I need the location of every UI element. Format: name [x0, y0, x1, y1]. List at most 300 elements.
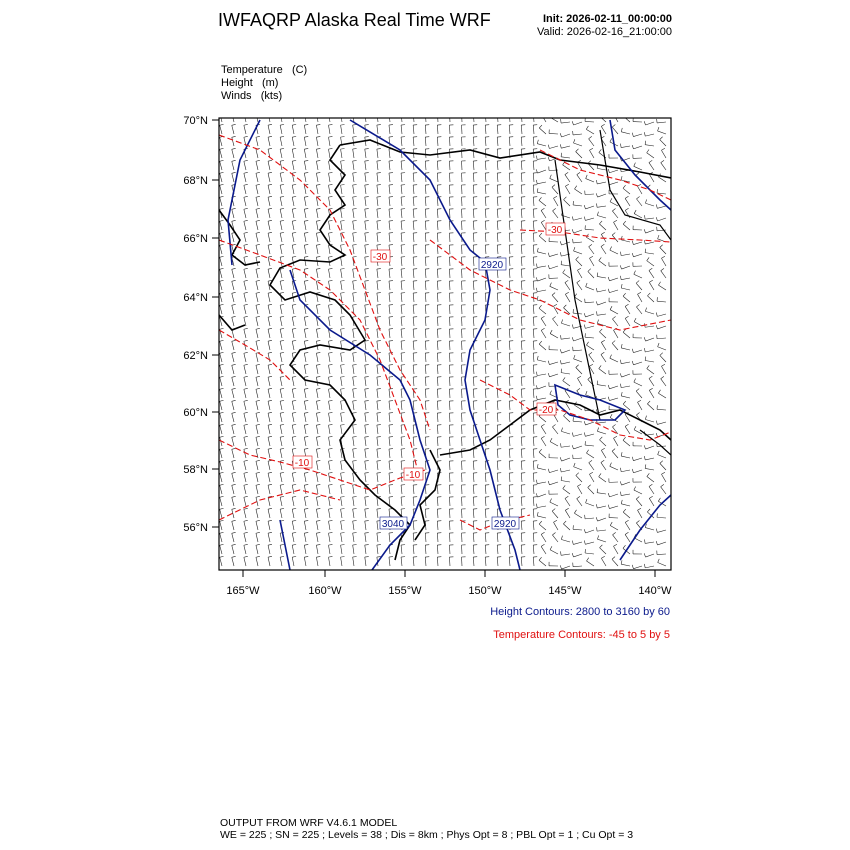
wind-barb [633, 350, 642, 353]
wind-barb [341, 281, 342, 290]
wind-barb [574, 359, 582, 362]
wind-barb-flag [647, 293, 650, 296]
wind-barb [612, 451, 618, 458]
wind-barb [576, 367, 582, 374]
wind-barb [389, 305, 390, 314]
wind-barb [377, 437, 378, 446]
wind-barb [341, 377, 342, 386]
wind-barb [645, 350, 654, 352]
wind-barb-flag [365, 437, 369, 438]
wind-barb-flag [589, 148, 592, 150]
wind-barb [521, 125, 522, 134]
wind-barb [280, 509, 282, 518]
wind-barb [589, 258, 594, 266]
wind-barb [612, 211, 618, 218]
wind-barb-flag [601, 352, 604, 354]
wind-barb [521, 485, 522, 494]
wind-barb [621, 504, 630, 506]
wind-barb-flag [280, 472, 284, 473]
wind-barb [256, 413, 258, 422]
wind-barb [304, 329, 306, 338]
wind-barb [425, 269, 426, 278]
wind-barb-flag [316, 172, 320, 173]
wind-barb [612, 559, 618, 566]
wind-barb [341, 353, 342, 362]
wind-barb-flag [220, 268, 224, 269]
svg-text:2920: 2920 [480, 260, 504, 271]
wind-barb-flag [365, 497, 369, 498]
wind-barb-flag [244, 220, 248, 221]
wind-barb-flag [280, 448, 284, 449]
wind-barb [437, 485, 438, 494]
wind-barb [597, 216, 606, 218]
wind-barb-flag [328, 532, 332, 533]
wind-barb [401, 545, 402, 554]
wind-barb [437, 449, 438, 458]
wind-barb-flag [220, 148, 224, 149]
wind-barb-flag [612, 449, 615, 452]
wind-barb [509, 341, 510, 350]
wind-barb [401, 461, 402, 470]
wind-barb [449, 401, 450, 410]
wind-barb [256, 545, 258, 554]
wind-barb [377, 533, 378, 542]
wind-barb-flag [572, 216, 573, 220]
wind-barb-flag [256, 484, 260, 485]
wind-barb [268, 233, 270, 242]
wind-barb-flag [292, 220, 296, 221]
wind-barb [585, 434, 594, 436]
wind-barb [437, 257, 438, 266]
wind-barb [521, 245, 522, 254]
wind-barb-flag [589, 244, 592, 246]
wind-barb-flag [623, 185, 626, 188]
wind-barb [365, 245, 366, 254]
wind-barb [232, 377, 234, 386]
wind-barb [220, 221, 222, 230]
wind-barb-flag [244, 436, 248, 437]
wind-barb-flag [244, 472, 248, 473]
wind-barb-flag [610, 463, 612, 467]
wind-barb-flag [316, 460, 320, 461]
wind-barb [353, 245, 354, 254]
wind-barb [473, 305, 474, 314]
wind-barb [633, 146, 642, 149]
wind-barb-flag [596, 288, 597, 292]
wind-barb-flag [597, 320, 598, 324]
wind-barb [437, 425, 438, 434]
wind-barb [353, 473, 354, 482]
wind-barb-flag [280, 484, 284, 485]
wind-barb [521, 341, 522, 350]
wind-barb-flag [610, 306, 612, 310]
wind-barb-flag [599, 329, 602, 332]
wind-barb [353, 401, 354, 410]
wind-barb [256, 149, 258, 158]
wind-barb-flag [660, 353, 663, 356]
wind-barb [425, 185, 426, 194]
wind-barb-flag [632, 469, 633, 473]
wind-barb [589, 247, 594, 254]
wind-barb [533, 317, 534, 326]
wind-barb [612, 343, 618, 350]
wind-barb [280, 137, 282, 146]
wind-barb-flag [268, 556, 272, 557]
wind-barb [573, 458, 582, 459]
wind-barb-flag [316, 520, 320, 521]
wind-barb [574, 467, 582, 470]
wind-barb [537, 398, 546, 400]
wind-barb-flag [280, 496, 284, 497]
wind-barb [609, 278, 618, 281]
wind-barb [633, 242, 642, 245]
wind-barb-flag [232, 556, 236, 557]
wind-barb [497, 209, 498, 218]
wind-barb [401, 257, 402, 266]
wind-barb-flag [377, 221, 381, 222]
wind-barb [485, 413, 486, 422]
lon-tick-label: 145°W [548, 585, 582, 597]
wind-barb [586, 237, 594, 242]
map-frame [219, 118, 671, 570]
wind-barb-flag [292, 364, 296, 365]
wind-barb [365, 161, 366, 170]
wind-barb-flag [612, 316, 615, 318]
wind-barb-flag [256, 400, 260, 401]
wind-barb [244, 209, 246, 218]
wind-barb-flag [232, 160, 236, 161]
wind-barb-flag [553, 304, 556, 306]
svg-text:-10: -10 [405, 470, 421, 481]
wind-barb [328, 473, 330, 482]
wind-barb [341, 209, 342, 218]
wind-barb-flag [353, 401, 357, 402]
wind-barb [377, 209, 378, 218]
wind-barb [609, 170, 618, 173]
wind-barb [561, 362, 570, 364]
wind-barb [521, 557, 522, 566]
wind-barb [377, 425, 378, 434]
wind-barb [353, 377, 354, 386]
wind-barb [586, 453, 594, 458]
wind-barb-flag [576, 473, 579, 476]
wind-barb-flag [244, 412, 248, 413]
wind-barb [425, 125, 426, 134]
wind-barb [244, 269, 246, 278]
wind-barb [533, 221, 534, 230]
wind-barb [220, 257, 222, 266]
wind-barb [597, 506, 606, 508]
wind-barb [341, 365, 342, 374]
wind-barb-flag [220, 472, 224, 473]
wind-barb-flag [232, 136, 236, 137]
wind-barb [552, 319, 558, 326]
wind-barb [533, 473, 534, 482]
wind-barb [220, 425, 222, 434]
wind-barb [280, 413, 282, 422]
wind-barb [563, 489, 570, 494]
wind-barb-flag [316, 544, 320, 545]
wind-barb [413, 353, 414, 362]
wind-barb [413, 425, 414, 434]
wind-barb-flag [553, 208, 556, 210]
wind-barb [437, 173, 438, 182]
wind-barb [574, 230, 582, 233]
wind-barb [573, 242, 582, 243]
wind-barb-flag [268, 544, 272, 545]
wind-barb-flag [328, 460, 332, 461]
wind-barb [304, 545, 306, 554]
longitude-axis [226, 570, 672, 597]
wind-barb [485, 509, 486, 518]
wind-barb-flag [256, 172, 260, 173]
wind-barb [497, 317, 498, 326]
wind-barb-flag [613, 544, 616, 546]
wind-barb [377, 221, 378, 230]
wind-barb-flag [377, 401, 381, 402]
wind-barb-flag [548, 265, 549, 269]
wind-barb-flag [561, 153, 562, 157]
wind-barb-flag [268, 136, 272, 137]
wind-barb [537, 252, 546, 254]
wind-barb-flag [328, 136, 332, 137]
wind-barb-flag [365, 197, 369, 198]
wind-barb-flag [256, 364, 260, 365]
wind-barb [564, 200, 570, 206]
wind-barb-flag [341, 292, 345, 293]
wind-barb-flag [560, 457, 561, 461]
wind-barb [401, 293, 402, 302]
wind-barb [328, 401, 330, 410]
wind-barb [613, 535, 618, 542]
wind-barb [268, 485, 270, 494]
wind-barb [577, 486, 582, 494]
wind-barb [328, 269, 330, 278]
wind-barb-flag [316, 124, 320, 125]
wind-barb-flag [341, 160, 345, 161]
wind-barb [377, 269, 378, 278]
wind-barb-flag [280, 124, 284, 125]
wind-barb [292, 305, 294, 314]
wind-barb [328, 437, 330, 446]
wind-barb-flag [256, 112, 260, 113]
wind-barb [601, 558, 606, 566]
wind-barb [633, 566, 642, 569]
wind-barb [365, 461, 366, 470]
wind-barb-flag [316, 160, 320, 161]
wind-barb [562, 458, 570, 461]
wind-barb [220, 401, 222, 410]
wind-barb-flag [548, 373, 549, 377]
wind-barb [328, 245, 330, 254]
wind-barb [449, 425, 450, 434]
wind-barb [280, 197, 282, 206]
wind-barb-flag [353, 449, 357, 450]
wind-barb [244, 353, 246, 362]
lat-tick-label: 64°N [183, 292, 208, 304]
wind-barb [244, 365, 246, 374]
wind-barb-flag [634, 163, 636, 167]
wind-barb-flag [328, 280, 332, 281]
wind-barb-flag [220, 496, 224, 497]
wind-barb [244, 449, 246, 458]
lon-tick-label: 155°W [388, 585, 422, 597]
wind-barb [533, 233, 534, 242]
wind-barb [509, 233, 510, 242]
wind-barb [509, 161, 510, 170]
wind-barb [268, 557, 270, 566]
wind-barb [637, 510, 642, 518]
wind-barb [497, 245, 498, 254]
wind-barb-flag [353, 377, 357, 378]
wind-barb-flag [353, 293, 357, 294]
wind-barb [657, 517, 666, 518]
wind-barb [533, 257, 534, 266]
wind-barb [389, 161, 390, 170]
wind-barb [328, 461, 330, 470]
wind-barb-flag [256, 316, 260, 317]
wind-barb [552, 295, 558, 302]
wind-barb [280, 209, 282, 218]
wind-barb-flag [316, 448, 320, 449]
wind-barb [597, 493, 606, 494]
wind-barb [660, 355, 666, 362]
wind-barb [437, 221, 438, 230]
wind-barb [574, 338, 582, 341]
wind-barb [377, 173, 378, 182]
wind-barb-flag [572, 121, 573, 125]
wind-barb [599, 224, 606, 230]
wind-barb-flag [268, 184, 272, 185]
wind-barb [425, 365, 426, 374]
wind-barb-flag [365, 305, 369, 306]
wind-barb [292, 221, 294, 230]
wind-barb-flag [647, 150, 649, 153]
wind-barb [649, 271, 654, 278]
wind-barb-flag [280, 460, 284, 461]
wind-barb-flag [365, 521, 369, 522]
wind-barb-flag [244, 508, 248, 509]
wind-barb [625, 522, 630, 530]
wind-barb [232, 437, 234, 446]
wind-barb-flag [637, 400, 640, 402]
wind-barb [587, 561, 594, 566]
wind-barb-flag [552, 293, 555, 296]
wind-barb-flag [577, 496, 580, 498]
wind-barb-flag [304, 532, 308, 533]
wind-barb-flag [304, 196, 308, 197]
wind-barb [353, 221, 354, 230]
wind-barb [533, 365, 534, 374]
wind-barb [473, 317, 474, 326]
wind-barb [304, 281, 306, 290]
wind-barb [256, 317, 258, 326]
wind-barb-flag [560, 133, 561, 137]
wind-barb [220, 353, 222, 362]
wind-barb [573, 421, 582, 422]
wind-barb [437, 293, 438, 302]
wind-barb [577, 378, 582, 386]
wind-barb-flag [661, 268, 664, 270]
wind-barb-flag [632, 133, 633, 137]
wind-barb [328, 185, 330, 194]
wind-barb [256, 425, 258, 434]
wind-barb [377, 185, 378, 194]
wind-barb [244, 437, 246, 446]
wind-barb [621, 362, 630, 364]
wind-barb [533, 545, 534, 554]
wind-barb-flag [232, 496, 236, 497]
wind-barb-flag [256, 304, 260, 305]
wind-barb-flag [220, 352, 224, 353]
wind-barb-flag [377, 185, 381, 186]
wind-barb-flag [608, 385, 609, 389]
wind-barb-flag [268, 160, 272, 161]
wind-barb [425, 425, 426, 434]
wind-barb-flag [632, 253, 633, 257]
wind-barb [353, 353, 354, 362]
wind-barb-flag [661, 376, 664, 378]
wind-barb-flag [599, 257, 601, 260]
wind-barb-flag [220, 196, 224, 197]
wind-barb-flag [649, 160, 652, 162]
wind-barb-flag [377, 473, 381, 474]
wind-barb [473, 545, 474, 554]
wind-barb [473, 257, 474, 266]
wind-barb [256, 341, 258, 350]
wind-barb [561, 146, 570, 148]
wind-barb-flag [280, 316, 284, 317]
wind-barb [509, 401, 510, 410]
wind-barb [521, 497, 522, 506]
wind-barb [328, 365, 330, 374]
wind-barb-flag [353, 245, 357, 246]
wind-barb [634, 382, 642, 386]
wind-barb [328, 137, 330, 146]
wind-barb [485, 341, 486, 350]
wind-barb [646, 554, 654, 557]
wind-barb [541, 318, 546, 326]
wind-barb-flag [584, 432, 585, 436]
wind-barb [521, 545, 522, 554]
wind-barb-flag [636, 304, 639, 306]
wind-barb-flag [220, 388, 224, 389]
wind-barb-flag [377, 425, 381, 426]
wind-barb-flag [316, 424, 320, 425]
wind-barb-flag [353, 125, 357, 126]
wind-barb-flag [328, 376, 332, 377]
wind-barb-flag [565, 172, 568, 174]
wind-barb [328, 449, 330, 458]
wind-barb [292, 317, 294, 326]
wind-barb-flag [304, 112, 308, 113]
wind-barb [256, 185, 258, 194]
wind-barb [645, 419, 654, 422]
model-footer [220, 817, 633, 841]
wind-barb-flag [232, 352, 236, 353]
wind-barb [220, 365, 222, 374]
wind-barb-flag [328, 292, 332, 293]
wind-barb [268, 473, 270, 482]
wind-barb [657, 122, 666, 123]
wind-barb-flag [632, 361, 633, 365]
wind-barb-flag [316, 220, 320, 221]
wind-barb [268, 317, 270, 326]
svg-text:-10: -10 [294, 458, 310, 469]
wind-barb-flag [365, 365, 369, 366]
wind-barb-flag [584, 540, 585, 544]
lat-tick-label: 56°N [183, 522, 208, 534]
